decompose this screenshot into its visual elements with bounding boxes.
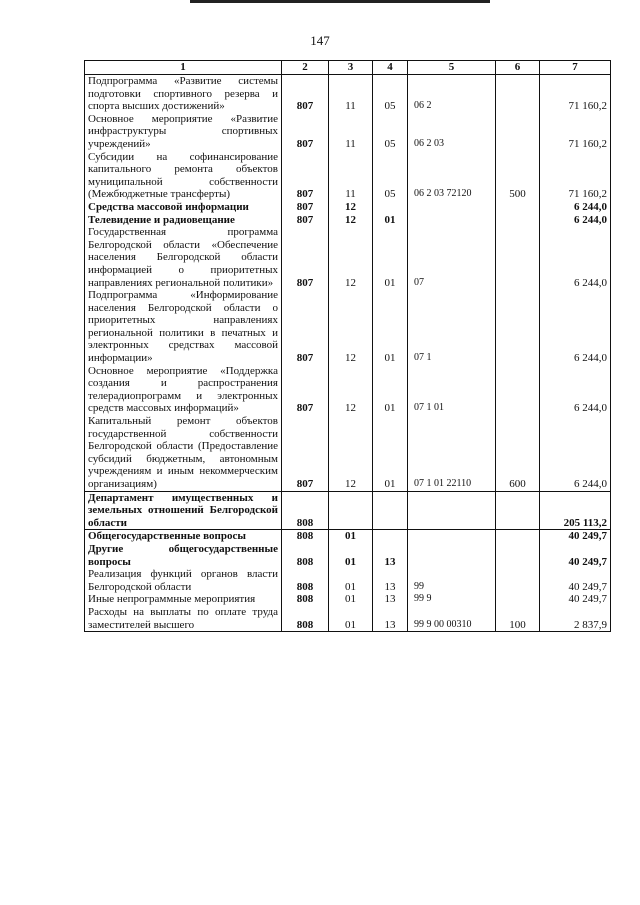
row-expense-type (496, 289, 540, 365)
row-amount: 71 160,2 (540, 113, 611, 151)
row-expense-type (496, 113, 540, 151)
column-header-2: 2 (282, 61, 329, 75)
row-target-article: 07 1 01 22110 (408, 415, 496, 491)
table-row (85, 201, 611, 214)
row-expense-type (496, 75, 540, 113)
table-row (85, 491, 611, 530)
row-section: 01 (329, 543, 373, 568)
row-name: Другие общегосударственные вопросы (85, 543, 282, 568)
row-section: 11 (329, 151, 373, 201)
row-name: Субсидии на софинансирование капитального ремонта объектов муниципальной собственности (Межбюджетные трансферты) (85, 151, 282, 201)
row-name: Телевидение и радиовещание (85, 214, 282, 227)
row-name: Государственная программа Белгородской области «Обеспечение населения Белгородской области информацией о приоритетных направлениях региональной политики» (85, 226, 282, 289)
table-row (85, 568, 611, 593)
row-target-article (408, 530, 496, 543)
row-subsection: 13 (373, 543, 408, 568)
table-row (85, 365, 611, 415)
row-amount: 71 160,2 (540, 75, 611, 113)
row-admin-code: 807 (282, 415, 329, 491)
row-target-article: 07 1 01 (408, 365, 496, 415)
column-header-5: 5 (408, 61, 496, 75)
row-expense-type (496, 543, 540, 568)
row-admin-code: 808 (282, 606, 329, 632)
row-target-article (408, 214, 496, 227)
row-amount: 40 249,7 (540, 593, 611, 606)
table-header-row (85, 61, 611, 75)
row-subsection: 01 (373, 289, 408, 365)
column-header-7: 7 (540, 61, 611, 75)
row-subsection: 13 (373, 568, 408, 593)
table-row (85, 543, 611, 568)
row-amount: 6 244,0 (540, 201, 611, 214)
row-subsection (373, 491, 408, 530)
row-name: Департамент имущественных и земельных отношений Белгородской области (85, 491, 282, 530)
row-section: 01 (329, 568, 373, 593)
row-subsection: 01 (373, 214, 408, 227)
row-target-article: 99 9 (408, 593, 496, 606)
table-row (85, 226, 611, 289)
row-section: 12 (329, 214, 373, 227)
row-admin-code: 808 (282, 543, 329, 568)
row-section: 11 (329, 75, 373, 113)
row-subsection: 01 (373, 226, 408, 289)
row-amount: 6 244,0 (540, 415, 611, 491)
table-row (85, 113, 611, 151)
row-subsection: 05 (373, 151, 408, 201)
row-admin-code: 807 (282, 113, 329, 151)
table-row (85, 289, 611, 365)
row-admin-code: 807 (282, 289, 329, 365)
row-expense-type (496, 365, 540, 415)
row-section: 12 (329, 226, 373, 289)
row-expense-type (496, 214, 540, 227)
row-amount: 71 160,2 (540, 151, 611, 201)
row-expense-type: 600 (496, 415, 540, 491)
row-name: Капитальный ремонт объектов государственной собственности Белгородской области (Предоставление субсидий бюджетным, автономным учреждениям и иным некоммерческим организациям) (85, 415, 282, 491)
row-expense-type (496, 593, 540, 606)
row-amount: 40 249,7 (540, 568, 611, 593)
table-row (85, 530, 611, 543)
row-admin-code: 808 (282, 593, 329, 606)
table-row (85, 151, 611, 201)
row-admin-code: 807 (282, 365, 329, 415)
row-expense-type (496, 201, 540, 214)
column-header-1: 1 (85, 61, 282, 75)
row-target-article: 07 1 (408, 289, 496, 365)
row-section: 12 (329, 289, 373, 365)
table-row (85, 415, 611, 491)
table-body (85, 75, 611, 632)
row-expense-type: 500 (496, 151, 540, 201)
row-name: Подпрограмма «Информирование населения Белгородской области о приоритетных направлениях региональной политики в печатных и электронных средствах массовой информации» (85, 289, 282, 365)
row-section: 11 (329, 113, 373, 151)
row-name: Расходы на выплаты по оплате труда заместителей высшего (85, 606, 282, 632)
row-name: Основное мероприятие «Развитие инфраструктуры спортивных учреждений» (85, 113, 282, 151)
row-target-article (408, 543, 496, 568)
row-name: Реализация функций органов власти Белгородской области (85, 568, 282, 593)
row-expense-type (496, 568, 540, 593)
row-amount: 6 244,0 (540, 214, 611, 227)
row-name: Иные непрограммные мероприятия (85, 593, 282, 606)
row-subsection: 01 (373, 415, 408, 491)
row-target-article: 99 (408, 568, 496, 593)
row-section: 01 (329, 530, 373, 543)
page-number: 147 (310, 33, 330, 48)
row-admin-code: 807 (282, 226, 329, 289)
row-name: Средства массовой информации (85, 201, 282, 214)
row-admin-code: 808 (282, 568, 329, 593)
row-expense-type: 100 (496, 606, 540, 632)
row-target-article: 06 2 03 (408, 113, 496, 151)
row-target-article (408, 201, 496, 214)
row-target-article: 06 2 (408, 75, 496, 113)
row-expense-type (496, 491, 540, 530)
column-header-4: 4 (373, 61, 408, 75)
row-section: 01 (329, 593, 373, 606)
row-expense-type (496, 530, 540, 543)
table-row (85, 75, 611, 113)
scan-edge-line (190, 0, 490, 3)
row-amount: 6 244,0 (540, 289, 611, 365)
row-subsection: 13 (373, 593, 408, 606)
row-name: Общегосударственные вопросы (85, 530, 282, 543)
row-section (329, 491, 373, 530)
row-target-article: 06 2 03 72120 (408, 151, 496, 201)
row-subsection (373, 201, 408, 214)
row-admin-code: 807 (282, 151, 329, 201)
row-subsection: 01 (373, 365, 408, 415)
column-header-3: 3 (329, 61, 373, 75)
row-section: 12 (329, 365, 373, 415)
row-subsection: 05 (373, 75, 408, 113)
row-name: Основное мероприятие «Поддержка создания и распространения телерадиопрограмм и электронных средств массовых информаций» (85, 365, 282, 415)
row-admin-code: 807 (282, 201, 329, 214)
row-subsection: 05 (373, 113, 408, 151)
table-row (85, 214, 611, 227)
row-target-article: 99 9 00 00310 (408, 606, 496, 632)
table-row (85, 593, 611, 606)
row-amount: 40 249,7 (540, 543, 611, 568)
row-target-article (408, 491, 496, 530)
row-section: 12 (329, 201, 373, 214)
row-name: Подпрограмма «Развитие системы подготовки спортивного резерва и спорта высших достижений» (85, 75, 282, 113)
row-subsection: 13 (373, 606, 408, 632)
budget-table (84, 60, 611, 632)
row-section: 01 (329, 606, 373, 632)
row-amount: 6 244,0 (540, 226, 611, 289)
row-section: 12 (329, 415, 373, 491)
row-admin-code: 808 (282, 530, 329, 543)
row-expense-type (496, 226, 540, 289)
column-header-6: 6 (496, 61, 540, 75)
row-admin-code: 807 (282, 214, 329, 227)
row-amount: 40 249,7 (540, 530, 611, 543)
row-subsection (373, 530, 408, 543)
row-admin-code: 808 (282, 491, 329, 530)
row-amount: 6 244,0 (540, 365, 611, 415)
row-amount: 2 837,9 (540, 606, 611, 632)
row-admin-code: 807 (282, 75, 329, 113)
row-amount: 205 113,2 (540, 491, 611, 530)
row-target-article: 07 (408, 226, 496, 289)
table-row (85, 606, 611, 632)
